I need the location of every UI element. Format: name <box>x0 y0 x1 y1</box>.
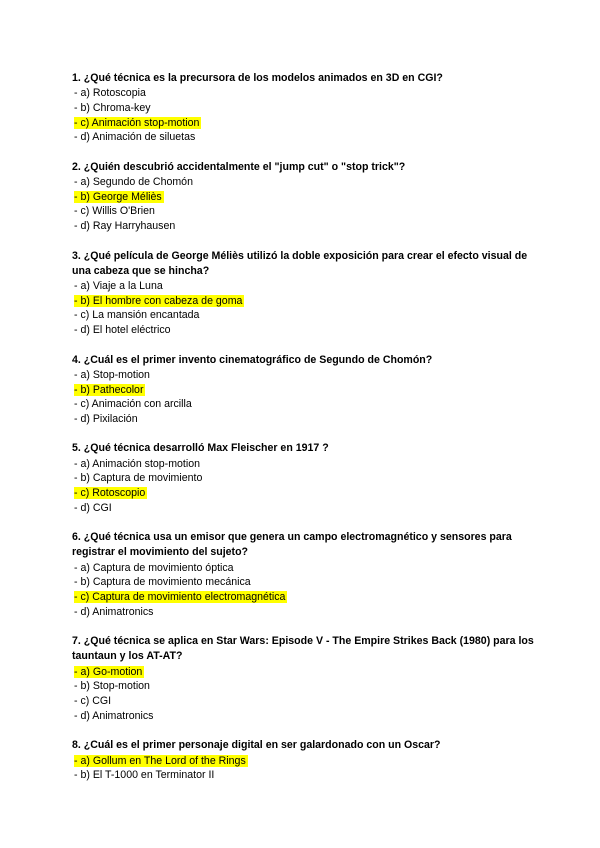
option-c: - c) Animación con arcilla <box>74 398 192 411</box>
question-6 <box>72 530 542 619</box>
option-a-correct: - a) Gollum en The Lord of the Rings <box>74 754 246 767</box>
question-text: 7. ¿Qué técnica se aplica en Star Wars: Episode V - The Empire Strikes Back (1980) para los tauntaun y los AT-AT? <box>72 635 534 663</box>
option-c: - c) CGI <box>74 695 112 708</box>
question-5 <box>72 441 542 515</box>
question-text: 2. ¿Quién descubrió accidentalmente el "jump cut" o "stop trick"? <box>72 160 406 173</box>
option-a: - a) Viaje a la Luna <box>74 280 163 293</box>
option-d: - d) CGI <box>74 501 112 514</box>
option-c-correct: - c) Captura de movimiento electromagnética <box>74 591 286 604</box>
option-b-correct: - b) George Méliès <box>74 190 162 203</box>
question-2 <box>72 160 542 234</box>
question-1 <box>72 71 542 145</box>
option-a-correct: - a) Go-motion <box>74 665 143 678</box>
option-c-correct: - c) Rotoscopio <box>74 487 146 500</box>
option-a: - a) Stop-motion <box>74 368 150 381</box>
option-a: - a) Rotoscopia <box>74 87 146 100</box>
option-d: - d) Ray Harryhausen <box>74 220 176 233</box>
question-4 <box>72 353 542 427</box>
question-8 <box>72 738 542 783</box>
option-a: - a) Animación stop-motion <box>74 457 201 470</box>
option-b: - b) Stop-motion <box>74 680 150 693</box>
question-text: 8. ¿Cuál es el primer personaje digital en ser galardonado con un Oscar? <box>72 739 441 752</box>
question-text: 6. ¿Qué técnica usa un emisor que genera un campo electromagnético y sensores para registrar el movimiento del sujeto? <box>72 531 512 559</box>
question-text: 5. ¿Qué técnica desarrolló Max Fleischer en 1917 ? <box>72 442 329 455</box>
option-b: - b) Captura de movimiento mecánica <box>74 576 251 589</box>
option-d: - d) Animación de siluetas <box>74 131 196 144</box>
option-b: - b) Captura de movimiento <box>74 472 203 485</box>
quiz-page <box>72 71 542 798</box>
option-c: - c) La mansión encantada <box>74 309 200 322</box>
option-a: - a) Captura de movimiento óptica <box>74 561 234 574</box>
option-d: - d) Animatronics <box>74 605 154 618</box>
option-b: - b) El T-1000 en Terminator II <box>74 769 215 782</box>
question-text: 4. ¿Cuál es el primer invento cinematográfico de Segundo de Chomón? <box>72 353 433 366</box>
option-d: - d) El hotel eléctrico <box>74 324 171 337</box>
option-b-correct: - b) El hombre con cabeza de goma <box>74 294 243 307</box>
option-b: - b) Chroma-key <box>74 101 151 114</box>
option-c-correct: - c) Animación stop-motion <box>74 116 200 129</box>
question-text: 3. ¿Qué película de George Méliès utilizó la doble exposición para crear el efecto visual de una cabeza que se hincha? <box>72 249 528 277</box>
question-3 <box>72 249 542 338</box>
option-d: - d) Animatronics <box>74 709 154 722</box>
option-c: - c) Willis O'Brien <box>74 205 155 218</box>
option-d: - d) Pixilación <box>74 412 138 425</box>
question-7 <box>72 634 542 723</box>
option-a: - a) Segundo de Chomón <box>74 176 193 189</box>
option-b-correct: - b) Pathecolor <box>74 383 144 396</box>
question-text: 1. ¿Qué técnica es la precursora de los modelos animados en 3D en CGI? <box>72 72 443 84</box>
